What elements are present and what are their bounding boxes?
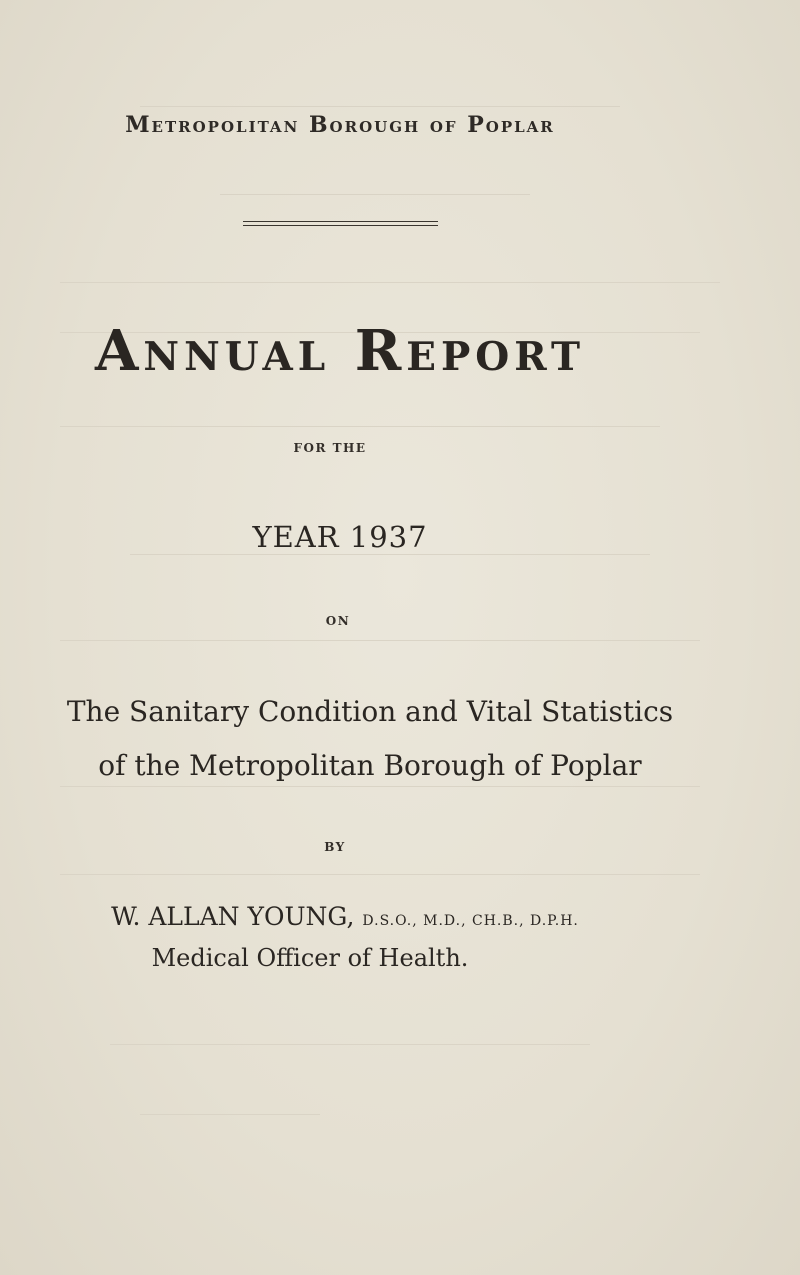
show-through-mark (140, 92, 620, 107)
report-subject (0, 685, 740, 793)
show-through-mark (220, 180, 530, 195)
show-through-mark (60, 268, 720, 283)
report-year: YEAR 1937 (252, 520, 428, 554)
show-through-mark (60, 860, 700, 875)
subject-line-1: The Sanitary Condition and Vital Statistics (66, 695, 674, 728)
show-through-mark (140, 1100, 320, 1115)
show-through-mark (110, 1030, 590, 1045)
author-name: W. ALLAN YOUNG, (111, 902, 355, 931)
report-title: Annual Report (94, 318, 586, 384)
show-through-mark (60, 412, 660, 427)
author-line (0, 902, 690, 931)
borough-heading: Metropolitan Borough of Poplar (125, 112, 555, 138)
by-label: BY (324, 840, 346, 854)
subject-line-2: of the Metropolitan Borough of Poplar (98, 749, 642, 782)
show-through-mark (60, 626, 700, 641)
for-the-label: FOR THE (293, 441, 367, 455)
on-label: ON (325, 614, 351, 628)
double-rule-divider (243, 221, 438, 226)
author-role: Medical Officer of Health. (151, 944, 469, 972)
author-qualifications: D.S.O., M.D., CH.B., D.P.H. (362, 913, 579, 929)
